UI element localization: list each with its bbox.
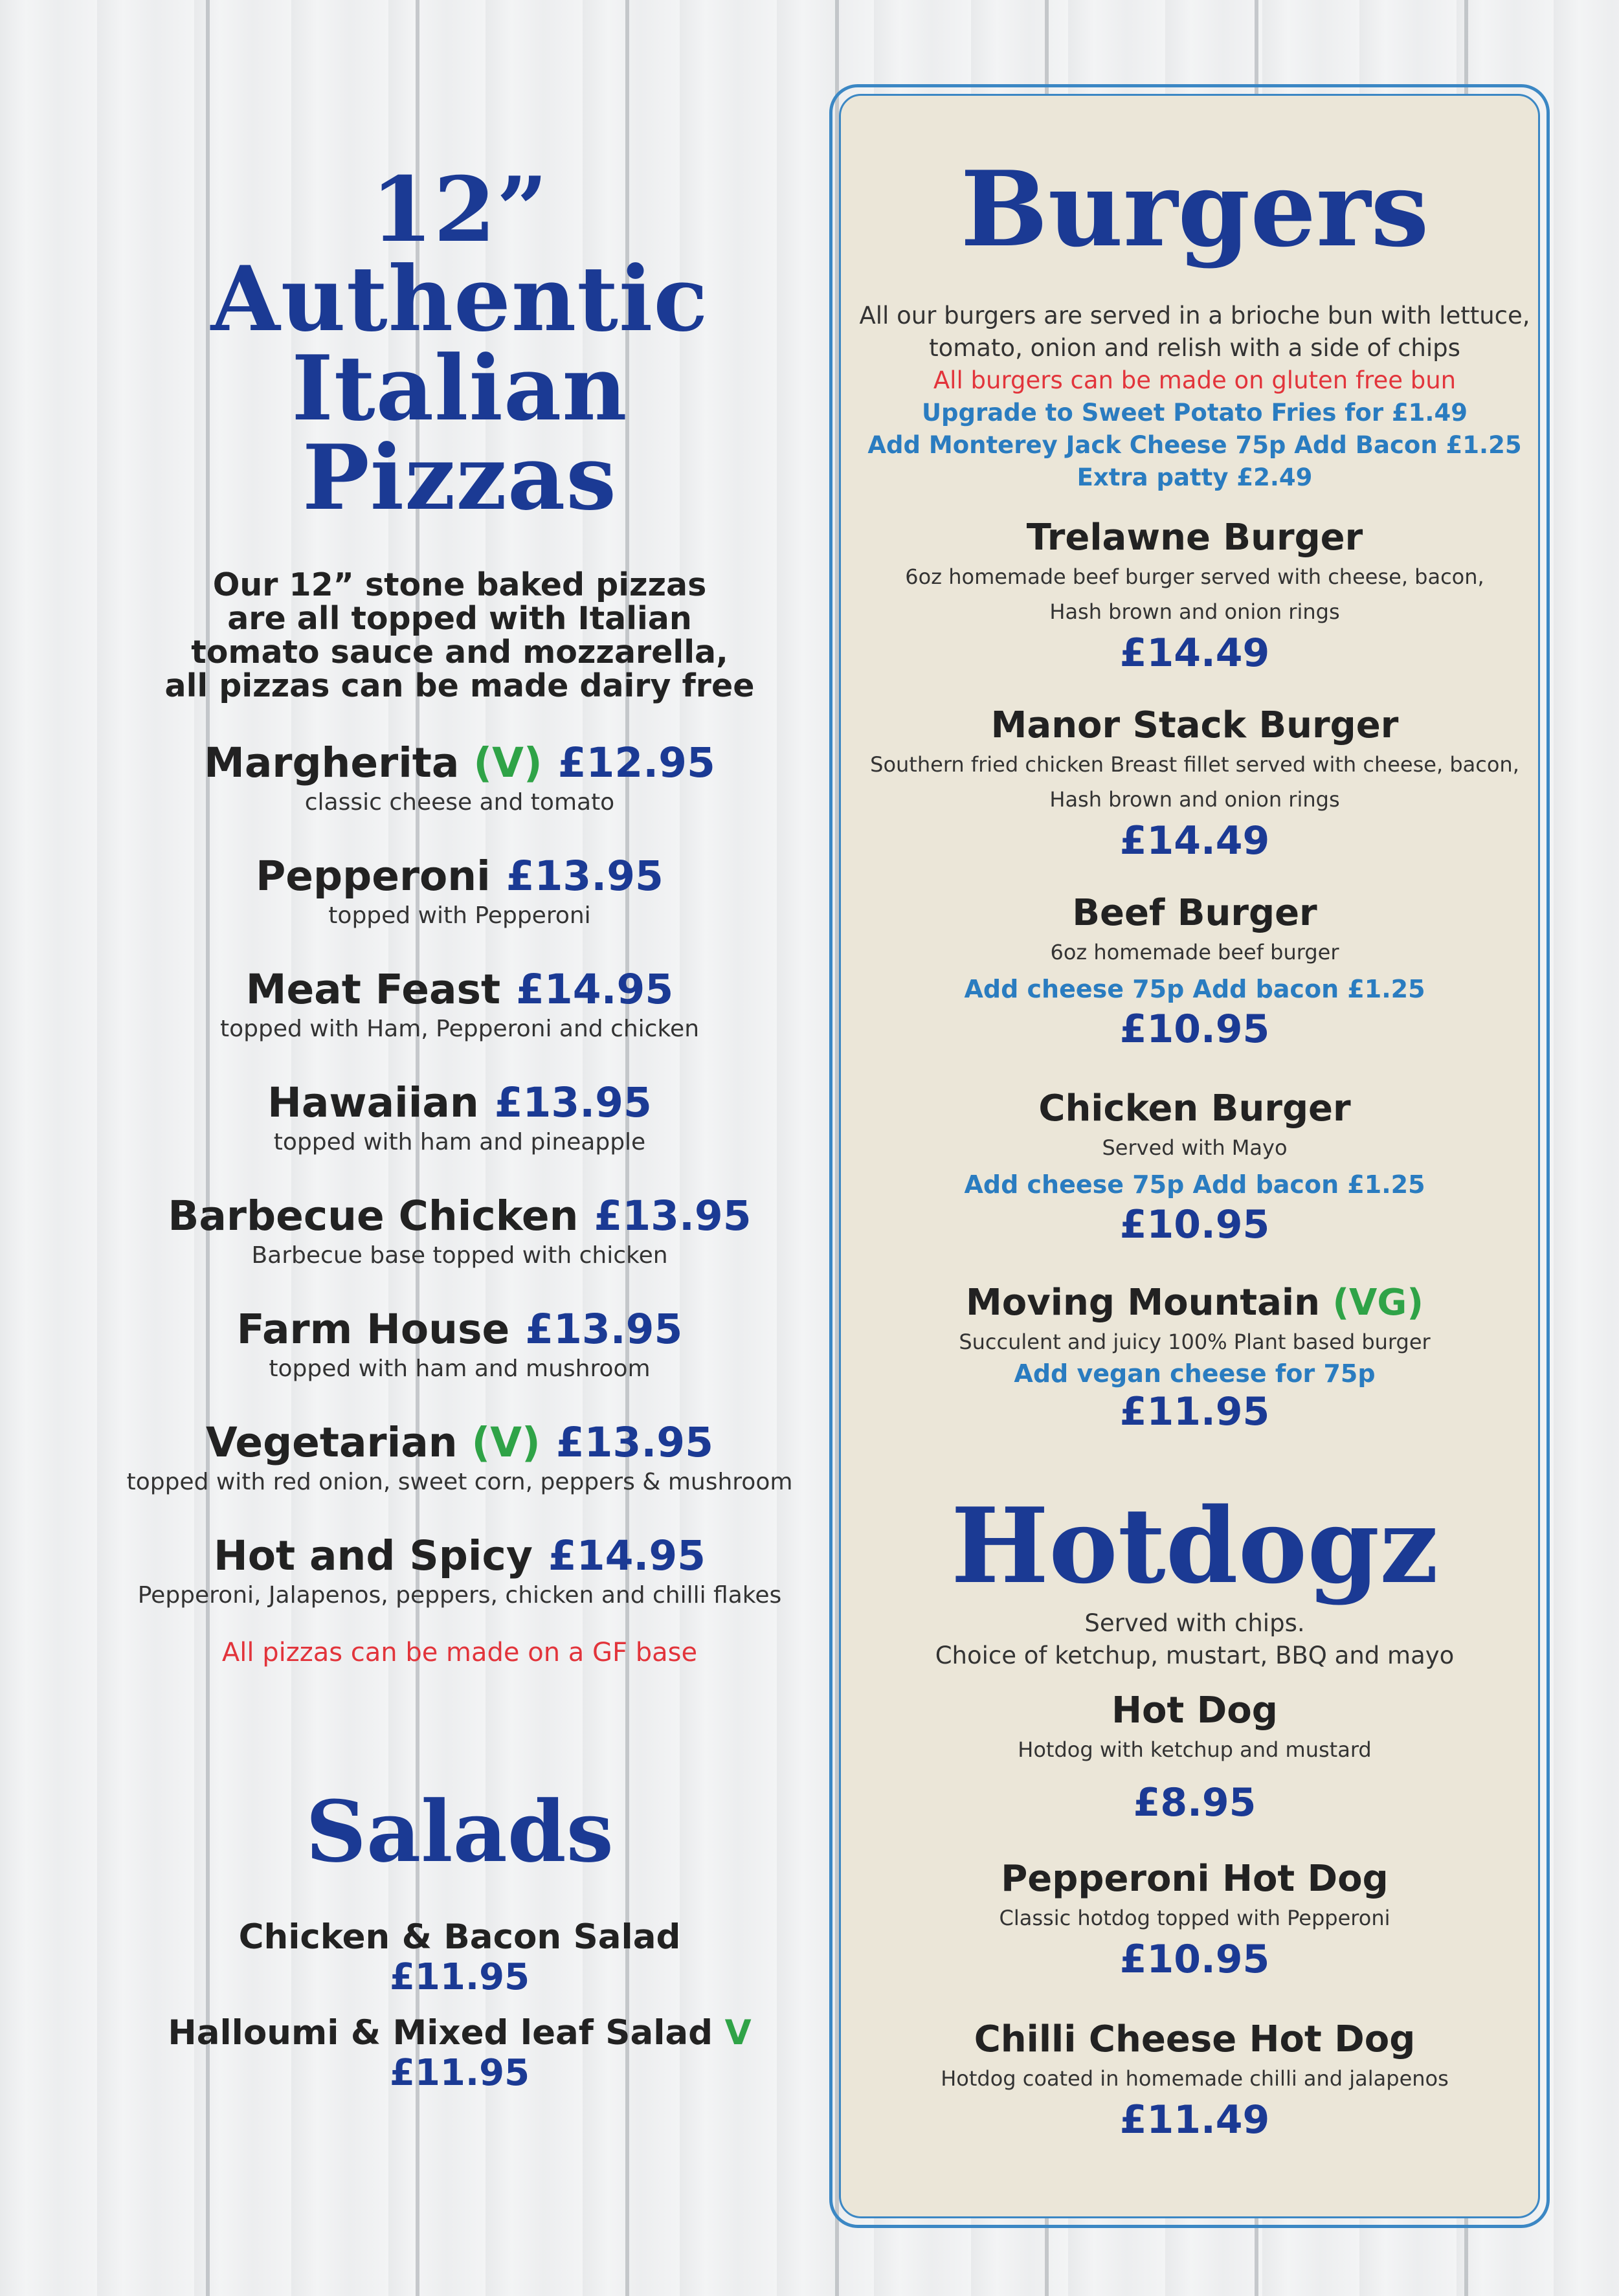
burger-item — [841, 1087, 1548, 1249]
pizza-item — [0, 963, 919, 1076]
salad-price: £11.95 — [389, 1956, 530, 1998]
pizza-price: £13.95 — [594, 1192, 752, 1240]
pizza-intro — [0, 568, 919, 703]
pizza-item — [0, 1416, 919, 1530]
vegetarian-badge: (V) — [471, 1419, 541, 1466]
pizza-intro-line: are all topped with Italian — [227, 600, 692, 637]
burger-description: Succulent and juicy 100% Plant based burger — [959, 1330, 1431, 1354]
hotdog-item — [841, 2018, 1548, 2144]
pizza-description: topped with ham and pineapple — [273, 1129, 646, 1155]
pizza-price: £13.95 — [506, 853, 664, 900]
pizza-title-line: Pizzas — [302, 425, 618, 530]
burger-name: Trelawne Burger — [1026, 517, 1363, 559]
pizza-description: topped with ham and mushroom — [269, 1355, 651, 1382]
pizza-description: topped with Ham, Pepperoni and chicken — [219, 1016, 700, 1042]
burger-item — [841, 1282, 1548, 1436]
pizza-name: Margherita — [204, 739, 460, 786]
pizza-price: £12.95 — [557, 739, 715, 786]
upgrade-line: Upgrade to Sweet Potato Fries for £1.49 — [922, 399, 1468, 427]
hotdog-item — [841, 1858, 1548, 1983]
hotdog-item — [841, 1689, 1548, 1827]
pizza-intro-line: Our 12” stone baked pizzas — [212, 566, 707, 603]
hotdogz-info — [841, 1607, 1548, 1672]
burger-name: Chicken Burger — [1038, 1087, 1351, 1130]
pizza-item — [0, 1076, 919, 1190]
burgers-title: Burgers — [960, 148, 1429, 270]
hotdog-price: £8.95 — [1133, 1780, 1256, 1825]
pizza-price: £13.95 — [555, 1419, 713, 1466]
upgrade-line: Add Monterey Jack Cheese 75p Add Bacon £1.25 — [867, 431, 1522, 459]
burger-name — [841, 1282, 1548, 1324]
pizza-name: Barbecue Chicken — [168, 1192, 579, 1240]
burger-description: Served with Mayo — [1102, 1135, 1288, 1160]
pizza-description: Barbecue base topped with chicken — [251, 1242, 668, 1269]
burger-description: Hash brown and onion rings — [1049, 787, 1340, 812]
hotdogz-title: Hotdogz — [950, 1485, 1439, 1607]
burger-item — [841, 892, 1548, 1053]
pizza-item — [0, 1530, 919, 1643]
burger-extras: Add vegan cheese for 75p — [1014, 1359, 1376, 1388]
pizza-list — [0, 737, 919, 1643]
pizza-item — [0, 1303, 919, 1416]
vegan-badge: (VG) — [1332, 1282, 1424, 1324]
burger-extras: Add cheese 75p Add bacon £1.25 — [964, 1170, 1425, 1199]
pizza-name: Hawaiian — [267, 1079, 479, 1126]
burger-price: £14.49 — [1119, 818, 1270, 864]
hotdog-description: Hotdog coated in homemade chilli and jalapenos — [941, 2066, 1449, 2091]
burger-name: Manor Stack Burger — [990, 704, 1399, 746]
burger-description: 6oz homemade beef burger — [1050, 940, 1339, 964]
pizza-name: Vegetarian — [206, 1419, 458, 1466]
burgers-info — [841, 300, 1548, 494]
burger-price: £10.95 — [1119, 1007, 1270, 1052]
pizza-price: £13.95 — [494, 1079, 652, 1126]
salad-item — [0, 2013, 919, 2093]
upgrade-line: Extra patty £2.49 — [1077, 463, 1313, 491]
pizza-intro-line: all pizzas can be made dairy free — [164, 667, 755, 704]
burger-description: Hash brown and onion rings — [1049, 599, 1340, 624]
pizza-description: Pepperoni, Jalapenos, peppers, chicken and chilli flakes — [137, 1582, 782, 1609]
vegetarian-badge: V — [724, 2013, 752, 2053]
pizza-price: £13.95 — [525, 1306, 683, 1353]
burger-name: Beef Burger — [1072, 892, 1317, 934]
salad-item — [0, 1917, 919, 1998]
hotdogz-intro-line: Served with chips. — [1084, 1609, 1305, 1637]
gluten-free-note: All pizzas can be made on a GF base — [221, 1638, 698, 1667]
pizza-title-line: Italian — [291, 335, 628, 441]
vegetarian-badge: (V) — [473, 739, 542, 786]
gluten-free-bun-note: All burgers can be made on gluten free bun — [933, 366, 1457, 394]
hotdogz-intro-line: Choice of ketchup, mustart, BBQ and mayo — [935, 1642, 1455, 1669]
pizza-description: topped with red onion, sweet corn, peppers & mushroom — [126, 1469, 793, 1495]
pizza-price: £14.95 — [516, 966, 674, 1013]
salad-name: Halloumi & Mixed leaf Salad — [168, 2013, 713, 2053]
hotdog-price: £10.95 — [1119, 1937, 1270, 1982]
pizza-intro-line: tomato sauce and mozzarella, — [191, 634, 728, 671]
pizza-item — [0, 850, 919, 963]
burgers-intro-line: All our burgers are served in a brioche bun with lettuce, — [859, 302, 1530, 329]
hotdog-name: Chilli Cheese Hot Dog — [974, 2018, 1416, 2060]
burger-price: £14.49 — [1119, 630, 1270, 676]
salad-name: Chicken & Bacon Salad — [238, 1917, 681, 1957]
salads-title: Salads — [306, 1782, 614, 1881]
hotdog-price: £11.49 — [1119, 2097, 1270, 2143]
pizza-name: Hot and Spicy — [213, 1532, 533, 1579]
salad-price: £11.95 — [389, 2052, 530, 2094]
pizza-title-line: Authentic — [210, 246, 709, 351]
burgers-intro-line: tomato, onion and relish with a side of chips — [929, 334, 1460, 362]
hotdog-description: Classic hotdog topped with Pepperoni — [999, 1906, 1390, 1930]
hotdog-name: Pepperoni Hot Dog — [1001, 1858, 1389, 1900]
pizza-description: topped with Pepperoni — [328, 902, 591, 929]
burger-item — [841, 704, 1548, 865]
pizza-description: classic cheese and tomato — [304, 789, 615, 816]
hotdog-name: Hot Dog — [1111, 1689, 1278, 1732]
burgers-panel — [829, 84, 1550, 2228]
pizza-price: £14.95 — [548, 1532, 706, 1579]
pizza-item — [0, 737, 919, 850]
burger-name-text: Moving Mountain — [966, 1282, 1320, 1324]
hotdog-description: Hotdog with ketchup and mustard — [1018, 1737, 1372, 1762]
pizza-name: Pepperoni — [256, 853, 491, 900]
panel-inner — [839, 94, 1540, 2218]
burger-description: 6oz homemade beef burger served with cheese, bacon, — [905, 564, 1484, 589]
pizza-name: Meat Feast — [245, 966, 501, 1013]
pizza-title — [0, 157, 919, 530]
pizza-name: Farm House — [236, 1306, 510, 1353]
burger-item — [841, 517, 1548, 677]
burger-description: Southern fried chicken Breast fillet served with cheese, bacon, — [870, 752, 1519, 777]
burger-price: £11.95 — [1119, 1389, 1270, 1434]
pizza-item — [0, 1190, 919, 1303]
burger-price: £10.95 — [1119, 1202, 1270, 1247]
burger-extras: Add cheese 75p Add bacon £1.25 — [964, 975, 1425, 1003]
pizza-title-line: 12” — [370, 157, 549, 262]
